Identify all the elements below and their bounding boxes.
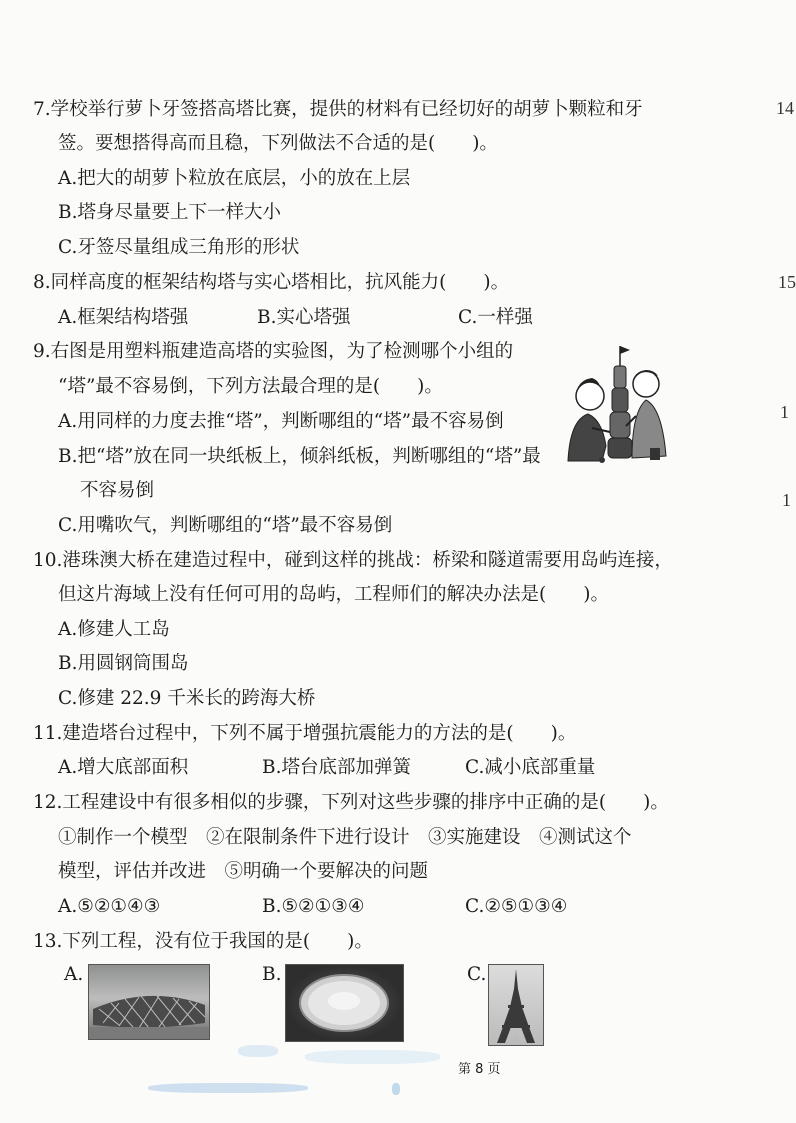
q11-option-a: A.增大底部面积 <box>58 757 189 778</box>
q10-option-a: A.修建人工岛 <box>58 619 170 640</box>
q9-option-b-cont: 不容易倒 <box>80 480 155 501</box>
q12-steps-line-2: 模型，评估并改进 ⑤明确一个要解决的问题 <box>58 861 429 882</box>
q8-stem: 8.同样高度的框架结构塔与实心塔相比，抗风能力( )。 <box>33 272 510 293</box>
q11-option-b: B.塔台底部加弹簧 <box>262 757 411 778</box>
q13-option-c-label: C. <box>467 964 487 985</box>
q10-stem-line-2: 但这片海域上没有任何可用的岛屿，工程师们的解决办法是( )。 <box>58 584 609 605</box>
margin-number: 1 <box>782 490 791 510</box>
q9-stem-line-1: 9.右图是用塑料瓶建造高塔的实验图，为了检测哪个小组的 <box>33 341 514 362</box>
q9-option-b: B.把“塔”放在同一块纸板上，倾斜纸板，判断哪组的“塔”最 <box>58 446 541 467</box>
q12-option-a: A.⑤②①④③ <box>58 896 161 917</box>
q7-option-c: C.牙签尽量组成三角形的形状 <box>58 237 300 258</box>
q10-stem-line-1: 10.港珠澳大桥在建造过程中，碰到这样的挑战：桥梁和隧道需要用岛屿连接， <box>33 550 673 571</box>
q10-option-b: B.用圆钢筒围岛 <box>58 653 189 674</box>
q7-option-b: B.塔身尽量要上下一样大小 <box>58 202 281 223</box>
q9-option-a: A.用同样的力度去推“塔”，判断哪组的“塔”最不容易倒 <box>58 411 504 432</box>
q10-option-c: C.修建 22.9 千米长的跨海大桥 <box>58 688 316 709</box>
scan-smudge <box>148 1083 308 1093</box>
scan-smudge <box>392 1083 400 1095</box>
page-number: 第 8 页 <box>458 1062 501 1077</box>
q11-stem: 11.建造塔台过程中，下列不属于增强抗震能力的方法的是( )。 <box>33 723 577 744</box>
q12-option-c: C.②⑤①③④ <box>465 896 568 917</box>
q13-stem: 13.下列工程，没有位于我国的是( )。 <box>33 931 373 952</box>
q13-option-a-label: A. <box>64 964 84 985</box>
q7-stem-line-2: 签。要想搭得高而且稳，下列做法不合适的是( )。 <box>58 133 498 154</box>
margin-number: 15 <box>778 272 796 292</box>
birds-nest-stadium-photo <box>88 964 210 1040</box>
scan-smudge <box>305 1050 440 1064</box>
q12-stem-line-1: 12.工程建设中有很多相似的步骤，下列对这些步骤的排序中正确的是( )。 <box>33 792 669 813</box>
q11-option-c: C.减小底部重量 <box>465 757 596 778</box>
q9-option-c: C.用嘴吹气，判断哪组的“塔”最不容易倒 <box>58 515 393 536</box>
fast-telescope-photo <box>285 964 404 1042</box>
q8-option-c: C.一样强 <box>458 307 533 328</box>
scan-smudge <box>238 1045 278 1057</box>
q12-option-b: B.⑤②①③④ <box>262 896 365 917</box>
q8-option-a: A.框架结构塔强 <box>58 307 189 328</box>
q13-option-b-label: B. <box>262 964 282 985</box>
bottle-tower-experiment-illustration <box>562 336 670 466</box>
eiffel-tower-photo <box>488 964 544 1046</box>
q12-steps-line-1: ①制作一个模型 ②在限制条件下进行设计 ③实施建设 ④测试这个 <box>58 827 632 848</box>
margin-number: 14 <box>776 98 794 118</box>
margin-number: 1 <box>780 402 789 422</box>
q7-option-a: A.把大的胡萝卜粒放在底层，小的放在上层 <box>58 168 411 189</box>
q7-stem-line-1: 7.学校举行萝卜牙签搭高塔比赛，提供的材料有已经切好的胡萝卜颗粒和牙 <box>33 99 643 120</box>
q8-option-b: B.实心塔强 <box>257 307 351 328</box>
q9-stem-line-2: “塔”最不容易倒，下列方法最合理的是( )。 <box>58 376 443 397</box>
